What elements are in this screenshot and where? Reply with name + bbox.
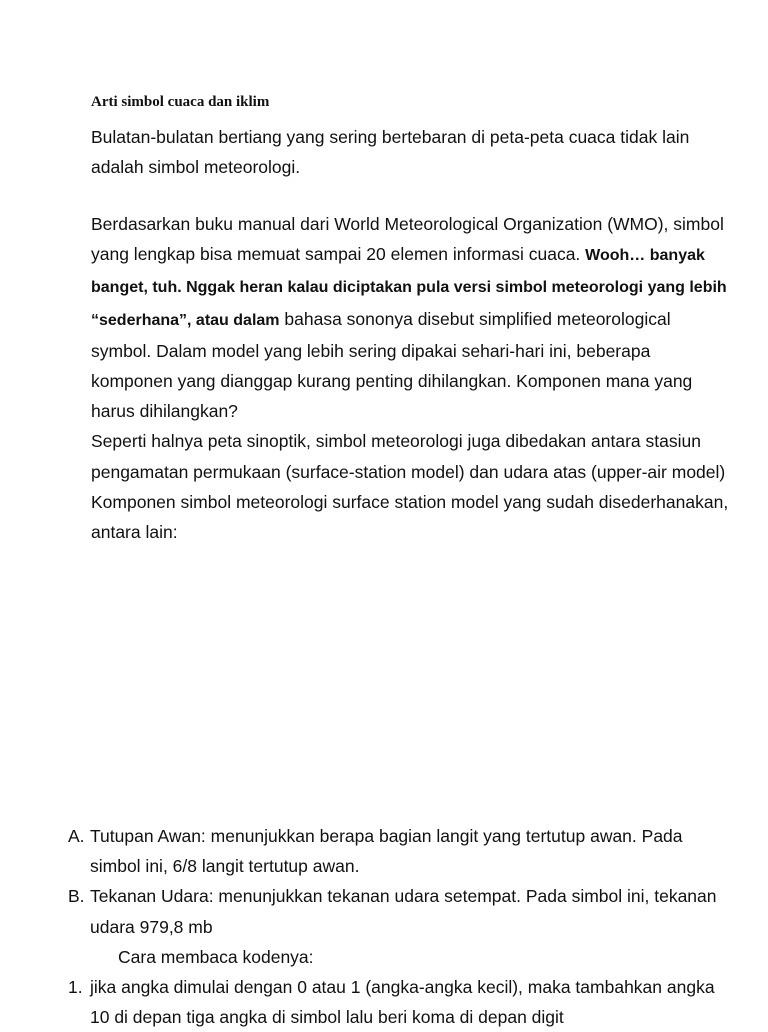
numbered-item-1	[68, 972, 728, 1032]
list-item-text: Tutupan Awan: menunjukkan berapa bagian langit yang tertutup awan. Pada simbol ini, 6/8 langit tertutup awan.	[90, 826, 683, 877]
paragraph-wmo-bold: Wooh… banyak banget, tuh. Nggak heran kalau diciptakan pula versi simbol meteorologi yang lebih “sederhana”, atau dalam	[91, 247, 727, 329]
document-title: Arti simbol cuaca dan iklim	[91, 94, 270, 110]
paragraph-components: Komponen simbol meteorologi surface station model yang sudah disederhanakan, antara lain:	[91, 491, 729, 543]
paragraph-wmo-lead: Berdasarkan buku manual dari World Meteorological Organization (WMO), simbol yang lengkap bisa memuat sampai 20 elemen informasi cuaca.	[91, 214, 724, 265]
paragraph-wmo	[91, 209, 731, 547]
list-marker: A.	[68, 826, 85, 846]
list-item-text: Tekanan Udara: menunjukkan tekanan udara setempat. Pada simbol ini, tekanan udara 979,8 mb	[90, 886, 717, 937]
component-list	[68, 821, 728, 1032]
paragraph-intro: Bulatan-bulatan bertiang yang sering bertebaran di peta-peta cuaca tidak lain adalah simbol meteorologi.	[91, 127, 690, 178]
list-marker: B.	[68, 886, 85, 907]
paragraph-wmo-rest: bahasa sononya disebut simplified meteorological symbol. Dalam model yang lebih sering dipakai sehari-hari ini, beberapa komponen yang dianggap kurang penting dihilangkan. Komponen mana yang harus dihilangkan?	[91, 308, 693, 422]
list-item-b	[68, 881, 728, 941]
how-to-read-label: Cara membaca kodenya:	[118, 946, 314, 967]
numbered-item-text: jika angka dimulai dengan 0 atau 1 (angka-angka kecil), maka tambahkan angka 10 di depan tiga angka di simbol lalu beri koma di depan digit	[90, 977, 715, 1028]
paragraph-synoptic: Seperti halnya peta sinoptik, simbol meteorologi juga dibedakan antara stasiun pengamatan permukaan (surface-station model) dan udara atas (upper-air model)	[91, 431, 726, 482]
list-marker: 1.	[68, 977, 83, 998]
list-item-a	[68, 821, 728, 881]
